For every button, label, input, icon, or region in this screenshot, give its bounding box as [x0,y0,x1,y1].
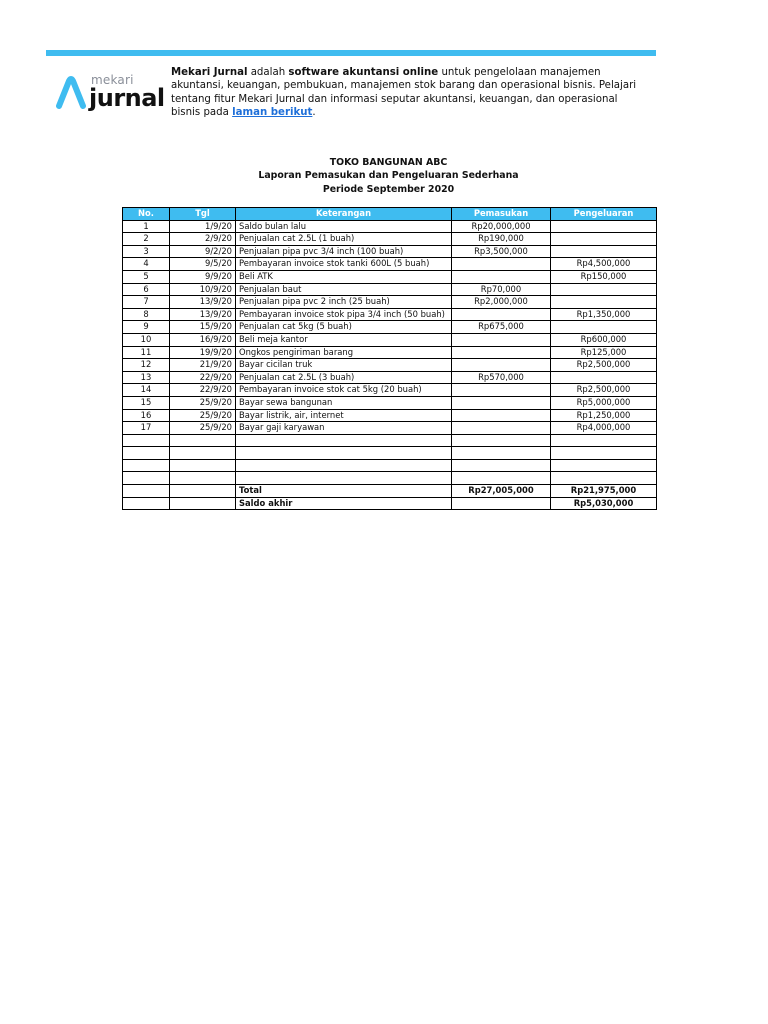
cell-tgl: 10/9/20 [170,283,236,296]
cell-pengeluaran [551,283,657,296]
cell-pemasukan [452,359,551,372]
table-row [123,308,657,321]
cell-keterangan: Pembayaran invoice stok cat 5kg (20 buah) [236,384,452,397]
saldo-row [123,497,657,510]
cell-pengeluaran [551,245,657,258]
table-row [123,409,657,422]
total-pengeluaran: Rp21,975,000 [551,485,657,498]
cell-pengeluaran: Rp1,250,000 [551,409,657,422]
cell-pemasukan: Rp2,000,000 [452,296,551,309]
cell-tgl: 13/9/20 [170,308,236,321]
cell-pemasukan [452,384,551,397]
header-no: No. [123,208,170,221]
intro-paragraph [171,66,641,119]
cell-keterangan: Penjualan cat 2.5L (3 buah) [236,371,452,384]
intro-text-2: untuk pengelolaan manajemen akuntansi, keuangan, pembukuan, manajemen stok barang dan operasional bisnis. Pelajari tentang fitur Mekari Jurnal dan informasi seputar akuntansi, keuangan, dan operasional bisnis pada [171,67,637,118]
cell-tgl: 1/9/20 [170,220,236,233]
report-titles [122,156,655,196]
cell-no: 14 [123,384,170,397]
cell-no: 9 [123,321,170,334]
cell-tgl: 13/9/20 [170,296,236,309]
cell-pengeluaran: Rp150,000 [551,270,657,283]
cell-keterangan: Pembayaran invoice stok tanki 600L (5 buah) [236,258,452,271]
cell-no: 7 [123,296,170,309]
cell-tgl: 16/9/20 [170,333,236,346]
cell-tgl: 22/9/20 [170,384,236,397]
cell-pemasukan [452,333,551,346]
cell-keterangan: Ongkos pengiriman barang [236,346,452,359]
cell-tgl: 2/9/20 [170,233,236,246]
cell-keterangan: Bayar cicilan truk [236,359,452,372]
report-title: Laporan Pemasukan dan Pengeluaran Sederhana [258,170,519,182]
cell-keterangan: Bayar gaji karyawan [236,422,452,435]
cell-no: 11 [123,346,170,359]
cell-pengeluaran [551,371,657,384]
cell-pemasukan: Rp675,000 [452,321,551,334]
header-tgl: Tgl [170,208,236,221]
report-period: Periode September 2020 [322,183,455,195]
cell-tgl: 25/9/20 [170,422,236,435]
logo-jurnal-text: jurnal [89,84,165,112]
cell-no: 5 [123,270,170,283]
header-pengeluaran: Pengeluaran [551,208,657,221]
laman-berikut-link[interactable]: laman berikut [232,106,313,118]
cell-no: 12 [123,359,170,372]
cell-pemasukan [452,409,551,422]
cell-pengeluaran [551,296,657,309]
logo-mekari-text: mekari [91,73,134,87]
cell-pemasukan [452,258,551,271]
empty-row [123,434,657,447]
cell-no: 15 [123,396,170,409]
cell-tgl: 9/2/20 [170,245,236,258]
cell-pemasukan [452,346,551,359]
saldo-label: Saldo akhir [236,497,452,510]
cell-keterangan: Penjualan baut [236,283,452,296]
cell-no: 2 [123,233,170,246]
cell-pemasukan: Rp570,000 [452,371,551,384]
cell-keterangan: Saldo bulan lalu [236,220,452,233]
cell-no: 17 [123,422,170,435]
cell-pengeluaran: Rp4,000,000 [551,422,657,435]
cell-tgl: 9/5/20 [170,258,236,271]
cell-keterangan: Bayar listrik, air, internet [236,409,452,422]
cell-keterangan: Penjualan cat 2.5L (1 buah) [236,233,452,246]
table-row [123,346,657,359]
cell-pemasukan: Rp20,000,000 [452,220,551,233]
intro-text-1: adalah [247,67,289,78]
cell-keterangan: Beli ATK [236,270,452,283]
empty-row [123,459,657,472]
cell-pengeluaran: Rp5,000,000 [551,396,657,409]
table-row [123,371,657,384]
table-row [123,422,657,435]
cell-pengeluaran: Rp125,000 [551,346,657,359]
cell-tgl: 19/9/20 [170,346,236,359]
table-row [123,321,657,334]
table-row [123,384,657,397]
cell-tgl: 25/9/20 [170,409,236,422]
cell-keterangan: Bayar sewa bangunan [236,396,452,409]
table-row [123,296,657,309]
cell-keterangan: Penjualan pipa pvc 3/4 inch (100 buah) [236,245,452,258]
cell-pengeluaran: Rp1,350,000 [551,308,657,321]
header-keterangan: Keterangan [236,208,452,221]
cell-keterangan: Penjualan cat 5kg (5 buah) [236,321,452,334]
intro-brand-name: Mekari Jurnal [171,67,248,78]
cell-tgl: 25/9/20 [170,396,236,409]
total-row [123,485,657,498]
cell-pemasukan: Rp190,000 [452,233,551,246]
cell-keterangan: Penjualan pipa pvc 2 inch (25 buah) [236,296,452,309]
jurnal-a-logo-icon [56,76,86,116]
cell-no: 10 [123,333,170,346]
table-row [123,283,657,296]
top-accent-bar [46,50,656,56]
cell-pemasukan [452,422,551,435]
cell-pengeluaran: Rp600,000 [551,333,657,346]
table-row [123,245,657,258]
cell-tgl: 21/9/20 [170,359,236,372]
intro-text-3: . [312,106,316,118]
cell-pengeluaran [551,233,657,246]
table-header-row [123,208,657,221]
cell-pemasukan [452,396,551,409]
table-row [123,220,657,233]
cell-pengeluaran: Rp4,500,000 [551,258,657,271]
cell-no: 8 [123,308,170,321]
cell-no: 1 [123,220,170,233]
cell-pemasukan [452,308,551,321]
empty-row [123,472,657,485]
total-label: Total [236,485,452,498]
cell-keterangan: Beli meja kantor [236,333,452,346]
table-row [123,359,657,372]
cell-tgl: 15/9/20 [170,321,236,334]
table-row [123,270,657,283]
cell-pengeluaran: Rp2,500,000 [551,359,657,372]
income-expense-table [122,207,657,510]
cell-pemasukan: Rp70,000 [452,283,551,296]
company-name: TOKO BANGUNAN ABC [329,157,448,168]
cell-pemasukan: Rp3,500,000 [452,245,551,258]
cell-pengeluaran [551,220,657,233]
table-row [123,396,657,409]
table-row [123,258,657,271]
cell-no: 4 [123,258,170,271]
intro-product: software akuntansi online [288,67,439,78]
cell-pengeluaran: Rp2,500,000 [551,384,657,397]
cell-keterangan: Pembayaran invoice stok pipa 3/4 inch (50 buah) [236,308,452,321]
table-row [123,233,657,246]
cell-no: 13 [123,371,170,384]
saldo-akhir-value: Rp5,030,000 [551,497,657,510]
cell-tgl: 9/9/20 [170,270,236,283]
header-pemasukan: Pemasukan [452,208,551,221]
table-row [123,333,657,346]
cell-no: 3 [123,245,170,258]
cell-pengeluaran [551,321,657,334]
cell-no: 16 [123,409,170,422]
cell-tgl: 22/9/20 [170,371,236,384]
cell-no: 6 [123,283,170,296]
empty-row [123,447,657,460]
mekari-jurnal-logo [56,70,166,116]
total-pemasukan: Rp27,005,000 [452,485,551,498]
cell-pemasukan [452,270,551,283]
